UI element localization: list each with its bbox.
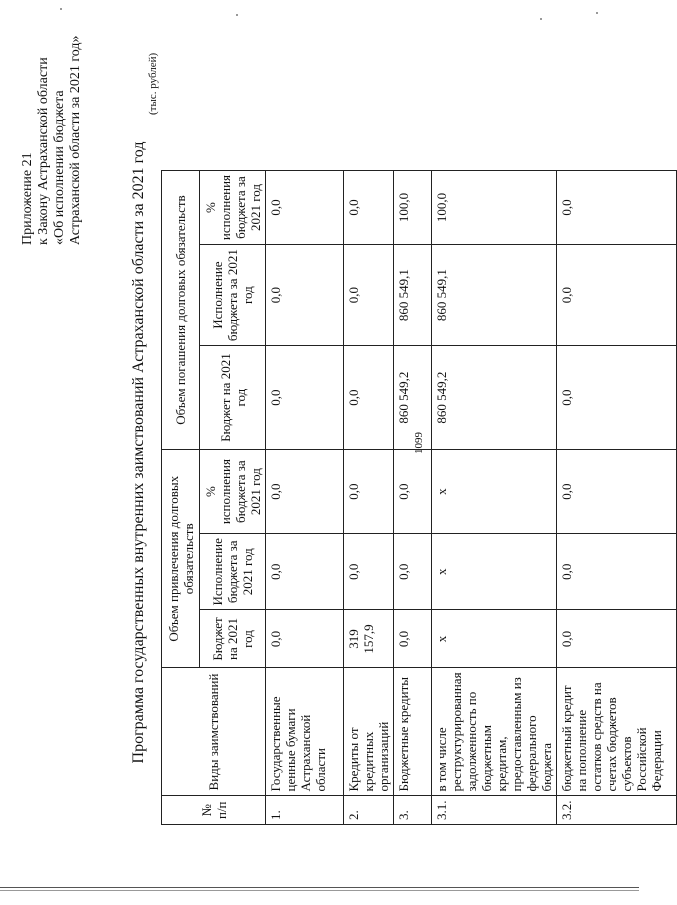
header-attraction: Объем привлечения долговых обязательств (162, 450, 200, 668)
header-budget: Бюджет на 2021 год (200, 610, 266, 668)
cell-repay-budget: 0,0 (344, 346, 394, 450)
cell-repay-budget: 0,0 (557, 346, 677, 450)
row-number: 3. (394, 796, 432, 825)
cell-attract-exec: 0,0 (557, 534, 677, 610)
appendix-line: к Закону Астраханской области (36, 57, 51, 245)
table-row (432, 170, 557, 824)
row-number: 1. (266, 796, 344, 825)
borrowings-table (161, 170, 677, 825)
cell-attract-budget: 0,0 (557, 610, 677, 668)
row-number: 3.1. (432, 796, 557, 825)
row-number: 2. (344, 796, 394, 825)
cell-attract-exec: 0,0 (394, 534, 432, 610)
appendix-line: Приложение 21 (20, 152, 35, 245)
cell-repay-exec: 0,0 (344, 245, 394, 346)
cell-attract-pct: 0,0 (394, 450, 432, 534)
cell-attract-pct: 0,0 (344, 450, 394, 534)
cell-repay-pct: 0,0 (344, 170, 394, 244)
header-percent: % исполнения бюджета за 2021 год (200, 170, 266, 244)
header-execution: Исполнение бюджета за 2021 год (200, 534, 266, 610)
appendix-line: «Об исполнении бюджета (52, 90, 67, 245)
row-name: Бюджетные кредиты (394, 668, 432, 796)
units-label: (тыс. рублей) (147, 52, 159, 115)
header-num: № п/п (162, 796, 266, 825)
document-title: Программа государственных внутренних заимствований Астраханской области за 2021 год (130, 141, 147, 764)
cell-repay-budget: 860 549,2 (394, 346, 432, 450)
table-row (344, 170, 394, 824)
header-repayment: Объем погашения долговых обязательств (162, 170, 200, 449)
table-row (266, 170, 344, 824)
cell-repay-pct: 0,0 (266, 170, 344, 244)
cell-repay-budget: 860 549,2 (432, 346, 557, 450)
cell-attract-budget: 0,0 (266, 610, 344, 668)
table-row (557, 170, 677, 824)
cell-repay-budget: 0,0 (266, 346, 344, 450)
cell-repay-pct: 100,0 (432, 170, 557, 244)
page-number: 1099 (413, 432, 425, 454)
appendix-header (20, 36, 84, 245)
header-execution: Исполнение бюджета за 2021 год (200, 245, 266, 346)
table-row (394, 170, 432, 824)
cell-repay-exec: 0,0 (266, 245, 344, 346)
cell-repay-exec: 0,0 (557, 245, 677, 346)
cell-repay-pct: 0,0 (557, 170, 677, 244)
appendix-line: Астраханской области за 2021 год» (68, 35, 83, 245)
cell-attract-budget: x (432, 610, 557, 668)
cell-attract-exec: 0,0 (344, 534, 394, 610)
cell-attract-budget: 319 157,9 (344, 610, 394, 668)
cell-repay-exec: 860 549,1 (432, 245, 557, 346)
cell-repay-exec: 860 549,1 (394, 245, 432, 346)
header-budget: Бюджет на 2021 год (200, 346, 266, 450)
cell-attract-pct: 0,0 (557, 450, 677, 534)
row-number: 3.2. (557, 796, 677, 825)
cell-attract-exec: 0,0 (266, 534, 344, 610)
cell-attract-budget: 0,0 (394, 610, 432, 668)
header-types: Виды заимствований (162, 668, 266, 796)
cell-attract-pct: 0,0 (266, 450, 344, 534)
row-name: бюджетный кредит на пополнение остатков средств на счетах бюджетов субъектов Российской Федерации (557, 668, 677, 796)
cell-repay-pct: 100,0 (394, 170, 432, 244)
row-name: Кредиты от кредитных организаций (344, 668, 394, 796)
header-percent: % исполнения бюджета за 2021 год (200, 450, 266, 534)
row-name: Государственные ценные бумаги Астраханской области (266, 668, 344, 796)
cell-attract-exec: x (432, 534, 557, 610)
row-name: в том числе реструктурированная задолженность по бюджетным кредитам, предоставленным из федерального бюджета (432, 668, 557, 796)
cell-attract-pct: x (432, 450, 557, 534)
